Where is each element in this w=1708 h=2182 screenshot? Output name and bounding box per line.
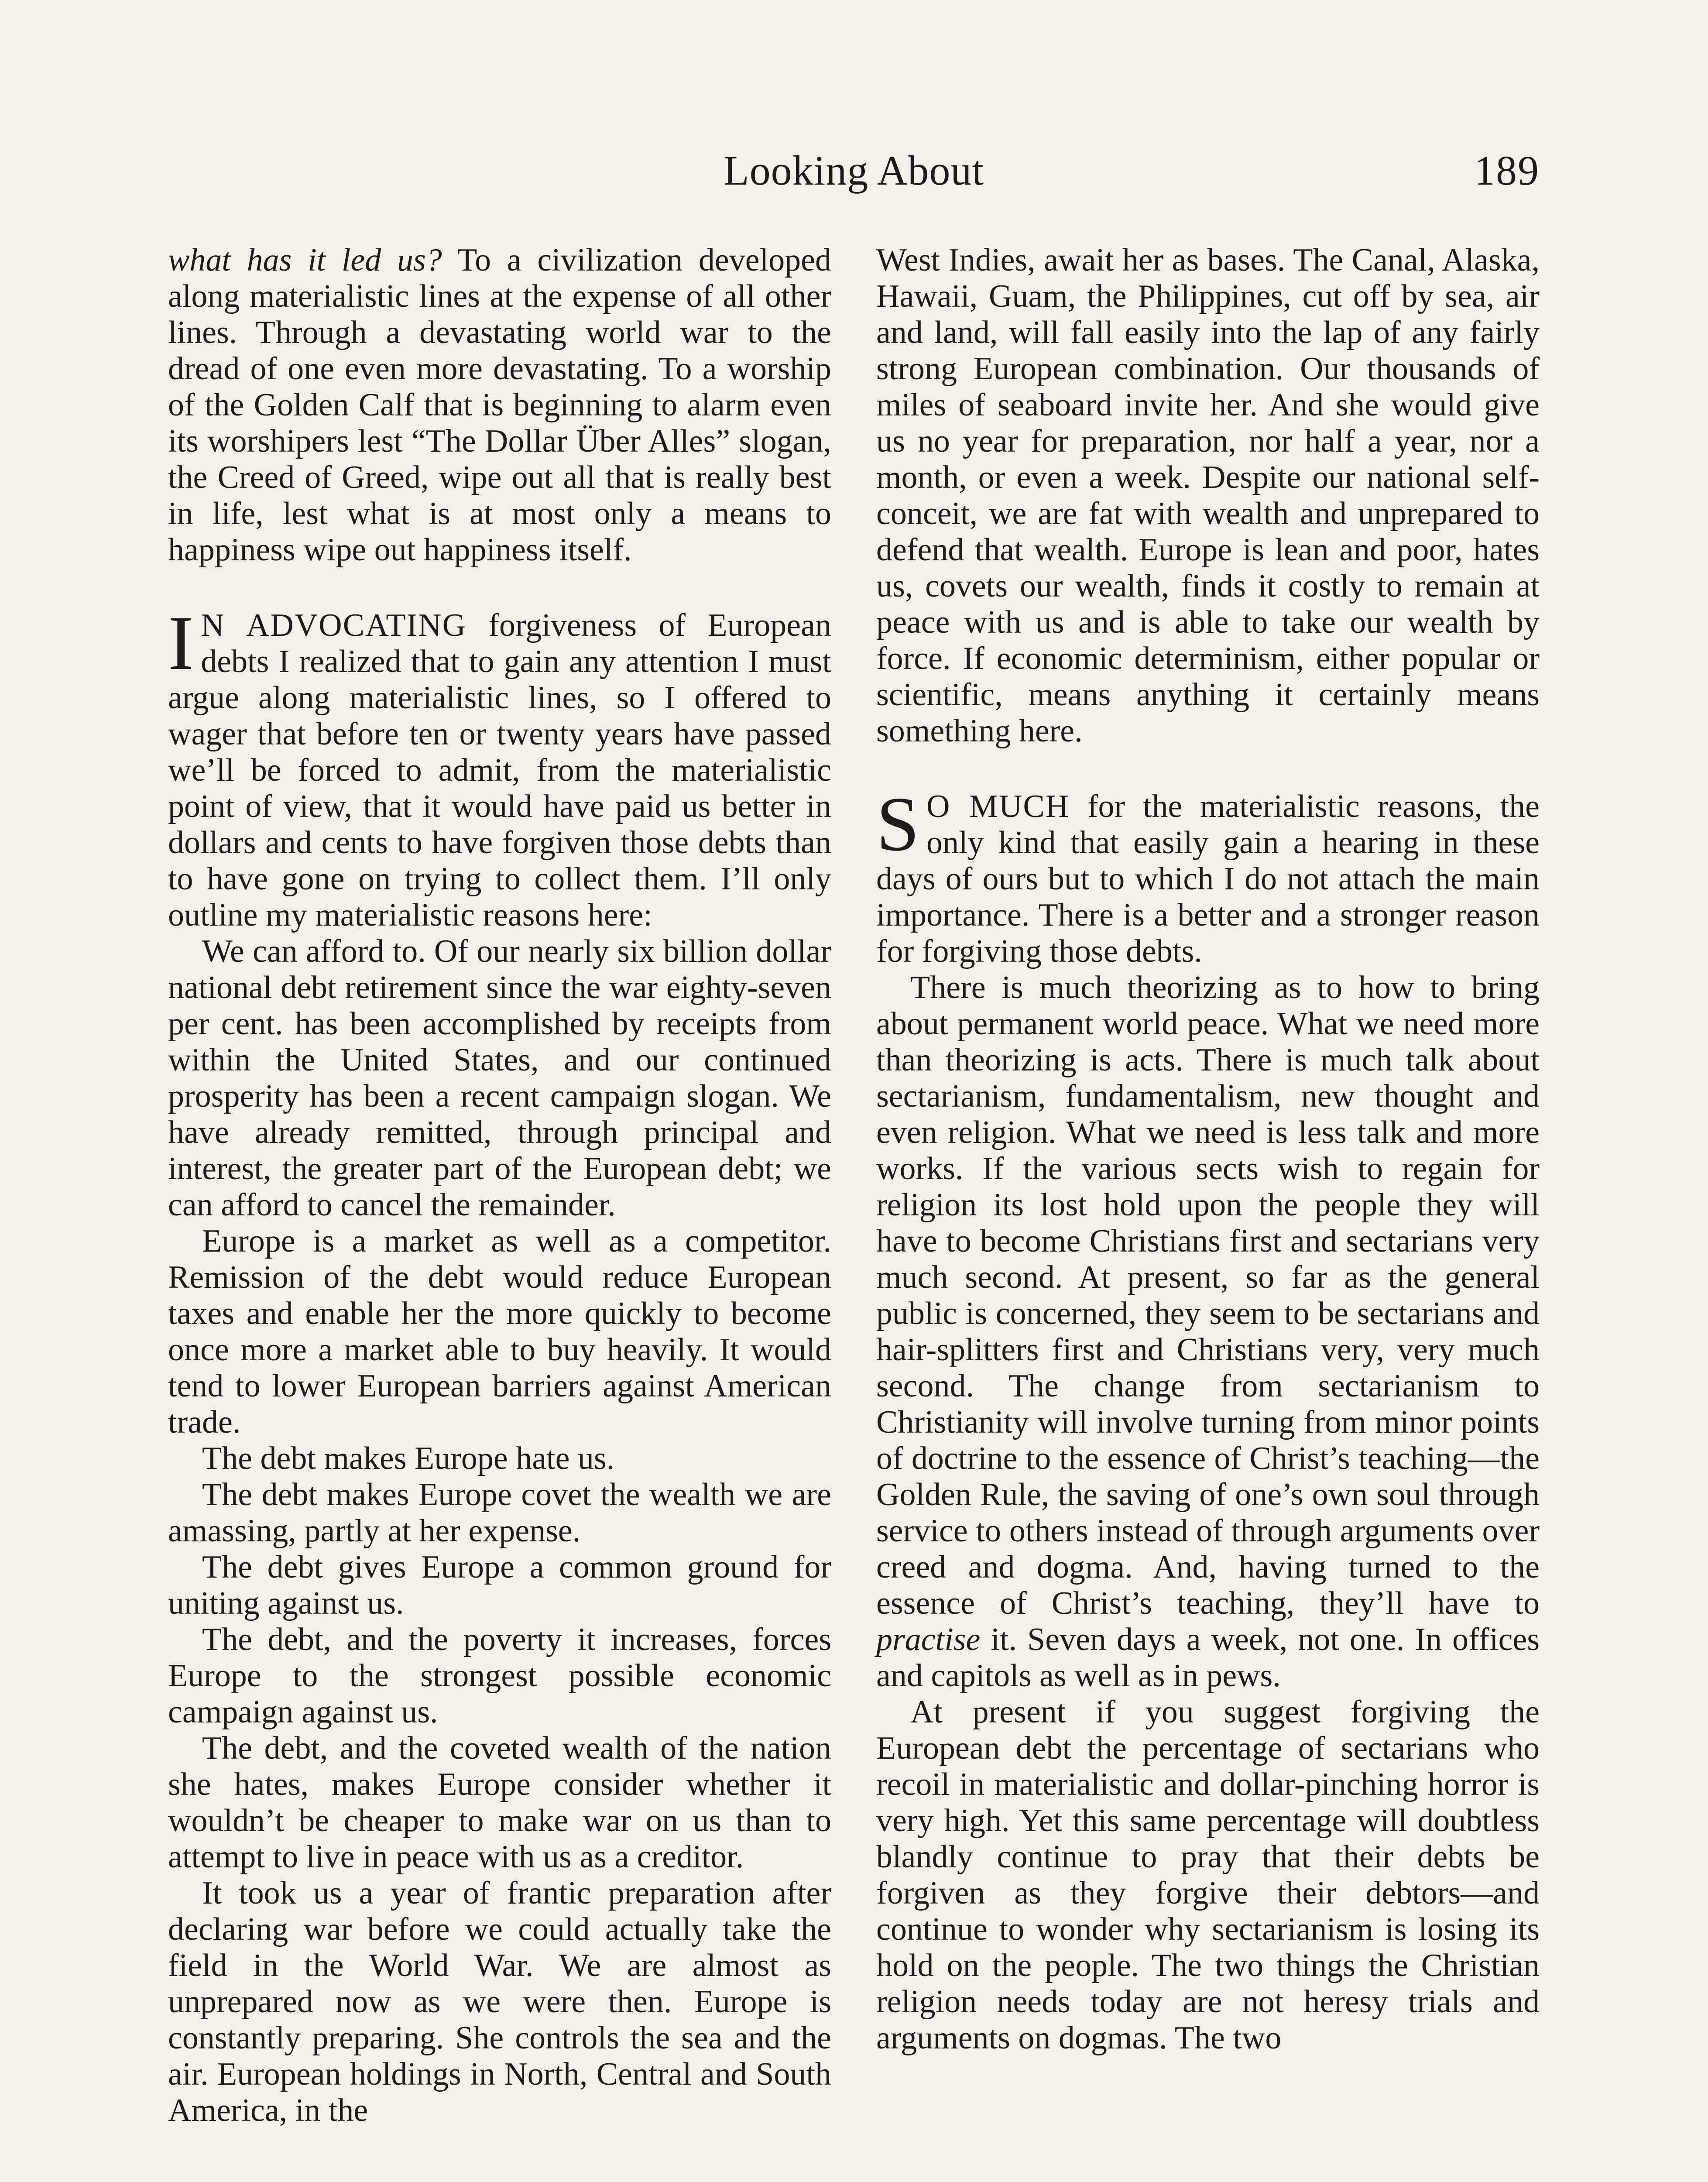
page-header — [168, 146, 1540, 207]
theorizing-paragraph — [876, 970, 1540, 1694]
paragraph-text: There is much theorizing as to how to bring about permanent world peace. What we need more than theorizing is acts. There is much talk about sectarianism, fundamentalism, new thought and even religion. What we need is less talk and more works. If the various sects wish to regain for religion its lost hold upon the people they will have to become Christians first and sectarians very much second. At present, so far as the general public is concerned, they seem to be sectarians and hair-splitters first and Christians very, very much second. The change from sectarianism to Christianity will involve turning from minor points of doctrine to the essence of Christ’s teaching—the Golden Rule, the saving of one’s own soul through service to others instead of through arguments over creed and dogma. And, having turned to the essence of Christ’s teaching, they’ll have to — [876, 970, 1540, 1621]
reason-paragraph: The debt, and the coveted wealth of the nation she hates, makes Europe consider whether it wouldn’t be cheaper to make war on us than to attempt to live in peace with us as a creditor. — [168, 1730, 831, 1875]
reason-paragraph: The debt makes Europe hate us. — [202, 1441, 615, 1476]
reason-paragraph: It took us a year of frantic preparation after declaring war before we could actually take the field in the World War. We are almost as unprepared now as we were then. Europe is constantly preparing. She controls the sea and the air. European holdings in North, Central and South America, in the — [168, 1875, 831, 2128]
opening-italic-phrase: what has it led us? — [168, 242, 442, 278]
drop-cap: S — [876, 781, 919, 867]
opening-paragraph-text: To a civilization developed along materialistic lines at the expense of all other lines. Through a devastating world war to the dread of one even more devastating. To a worship of the Golden Calf that is beginning to alarm even its worshipers lest “The Dollar Über Alles” slogan, the Creed of Greed, wipe out all that is really best in life, lest what is at most only a means to happiness wipe out happiness itself. — [168, 242, 831, 568]
section-lead-words: N ADVOCATING — [201, 607, 467, 643]
reason-paragraph: The debt, and the poverty it increases, forces Europe to the strongest possible economic campaign against us. — [168, 1622, 831, 1730]
section-paragraph-advocating — [168, 600, 831, 933]
right-column — [876, 242, 1540, 2056]
present-paragraph: At present if you suggest forgiving the European debt the percentage of sectarians who recoil in materialistic and dollar-pinching horror is very high. Yet this same percentage will doubtless blandly continue to pray that their debts be forgiven as they forgive their debtors—and continue to wonder why sectarianism is losing its hold on the people. The two things the Christian religion needs today are not heresy trials and arguments on dogmas. The two — [876, 1694, 1540, 2056]
section-paragraph-text: for the materialistic reasons, the only kind that easily gain a hearing in these days of ours but to which I do not attach the main importance. There is a better and a stronger reason for forgiving those debts. — [876, 789, 1540, 969]
reason-paragraph: The debt makes Europe covet the wealth we are amassing, partly at her expense. — [168, 1477, 831, 1549]
reason-paragraph: We can afford to. Of our nearly six billion dollar national debt retirement since the war eighty-seven per cent. has been accomplished by receipts from within the United States, and our continued prosperity has been a recent campaign slogan. We have already remitted, through principal and interest, the greater part of the European debt; we can afford to cancel the remainder. — [168, 933, 831, 1223]
reason-paragraph: The debt gives Europe a common ground for uniting against us. — [168, 1549, 831, 1621]
section-paragraph-text: forgiveness of European debts I realized that to gain any attention I must argue along materialistic lines, so I offered to wager that before ten or twenty years have passed we’ll be forced to admit, from the materialistic point of view, that it would have paid us better in dollars and cents to have forgiven those debts than to have gone on trying to collect them. I’ll only outline my materialistic reasons here: — [168, 607, 831, 933]
opening-paragraph — [168, 242, 831, 568]
italic-word: practise — [876, 1622, 981, 1657]
section-lead-words: O MUCH — [926, 789, 1070, 824]
section-paragraph-so-much — [876, 781, 1540, 970]
continuation-paragraph: West Indies, await her as bases. The Canal, Alaska, Hawaii, Guam, the Philippines, cut off by sea, air and land, will fall easily into the lap of any fairly strong European combination. Our thousands of miles of seaboard invite her. And she would give us no year for preparation, nor half a year, nor a month, or even a week. Despite our national self-conceit, we are fat with wealth and unprepared to defend that wealth. Europe is lean and poor, hates us, covets our wealth, finds it costly to remain at peace with us and is able to take our wealth by force. If economic determinism, either popular or scientific, means anything it certainly means something here. — [876, 242, 1540, 749]
paragraph-text-end: it. Seven days a week, not one. In offices and capitols as well as in pews. — [876, 1622, 1540, 1694]
drop-cap: I — [168, 600, 194, 686]
page-number: 189 — [1474, 147, 1540, 194]
running-head: Looking About — [723, 147, 984, 194]
reason-paragraph: Europe is a market as well as a competitor. Remission of the debt would reduce European taxes and enable her the more quickly to become once more a market able to buy heavily. It would tend to lower European barriers against American trade. — [168, 1223, 831, 1440]
left-column — [168, 242, 831, 2129]
